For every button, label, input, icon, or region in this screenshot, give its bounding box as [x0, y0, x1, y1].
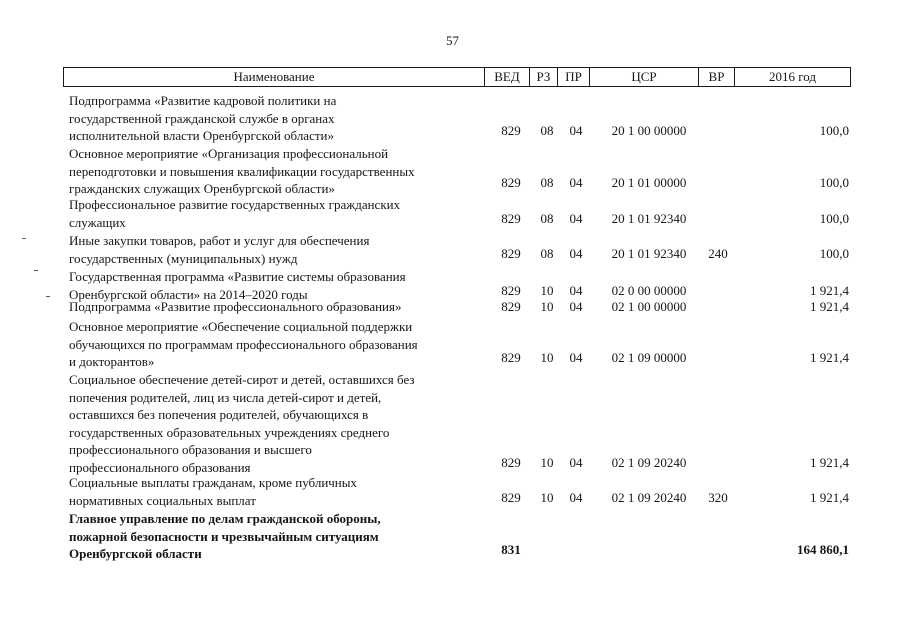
cell-rz: 10	[540, 490, 554, 505]
row-name-line: Подпрограмма «Развитие профессионального образования»	[69, 299, 402, 314]
cell-amount: 1 921,4	[810, 299, 849, 314]
cell-csr: 02 1 09 00000	[611, 350, 687, 365]
row-name-line: гражданских служащих Оренбургской области»	[69, 181, 335, 196]
cell-amount: 1 921,4	[810, 490, 849, 505]
row-name-line: переподготовки и повышения квалификации государственных	[69, 163, 415, 179]
cell-pr: 04	[569, 211, 583, 226]
cell-ved: 829	[501, 350, 521, 365]
row-name-line: Основное мероприятие «Обеспечение социальной поддержки	[69, 319, 413, 334]
cell-pr: 04	[569, 350, 583, 365]
header-rz: РЗ	[529, 68, 557, 86]
row-name-line: попечения родителей, лиц из числа детей-сирот и детей,	[69, 389, 382, 405]
table-header	[63, 67, 851, 87]
row-name-line: Основное мероприятие «Организация профессиональной	[69, 146, 389, 161]
header-csr: ЦСР	[589, 68, 698, 86]
cell-rz: 08	[540, 211, 554, 226]
row-name	[69, 474, 481, 509]
cell-pr: 04	[569, 490, 583, 505]
cell-rz: 08	[540, 175, 554, 190]
row-name-line: Социальные выплаты гражданам, кроме публичных	[69, 475, 357, 490]
row-name	[69, 298, 481, 316]
cell-ved: 829	[501, 299, 521, 314]
cell-csr: 20 1 01 00000	[611, 175, 687, 190]
cell-ved: 829	[501, 175, 521, 190]
cell-pr: 04	[569, 123, 583, 138]
row-name-line: Главное управление по делам гражданской обороны,	[69, 511, 381, 526]
cell-vr: 240	[708, 246, 728, 261]
row-name	[69, 510, 481, 563]
cell-ved: 829	[501, 211, 521, 226]
header-name: Наименование	[233, 69, 315, 84]
cell-rz: 08	[540, 246, 554, 261]
cell-vr: 320	[708, 490, 728, 505]
row-name	[69, 145, 481, 198]
cell-rz: 10	[540, 455, 554, 470]
cell-ved: 829	[501, 455, 521, 470]
cell-rz: 10	[540, 299, 554, 314]
row-name-line: и докторантов»	[69, 354, 155, 369]
header-vr: ВР	[698, 68, 734, 86]
cell-csr: 20 1 00 00000	[611, 123, 687, 138]
cell-ved: 829	[501, 246, 521, 261]
cell-pr: 04	[569, 246, 583, 261]
cell-ved: 829	[501, 490, 521, 505]
row-name-line: Государственная программа «Развитие системы образования	[69, 269, 406, 284]
row-name-line: оставшихся без попечения родителей, обучающихся в	[69, 407, 369, 422]
header-pr: ПР	[557, 68, 589, 86]
row-name-line: Социальное обеспечение детей-сирот и детей, оставшихся без	[69, 372, 415, 387]
cell-rz: 10	[540, 350, 554, 365]
header-ved: ВЕД	[484, 68, 529, 86]
cell-amount: 1 921,4	[810, 455, 849, 470]
margin-mark	[34, 270, 38, 271]
cell-pr: 04	[569, 283, 583, 298]
row-name-line: Профессиональное развитие государственных гражданских	[69, 197, 401, 212]
margin-mark	[22, 238, 26, 239]
row-name	[69, 196, 481, 231]
row-name	[69, 318, 481, 371]
row-name-line: государственных (муниципальных) нужд	[69, 250, 298, 266]
cell-amount: 1 921,4	[810, 283, 849, 298]
cell-rz: 08	[540, 123, 554, 138]
page-number: 57	[446, 33, 459, 48]
cell-ved: 829	[501, 123, 521, 138]
cell-pr: 04	[569, 299, 583, 314]
row-name-line: профессионального образования	[69, 459, 251, 475]
cell-ved: 831	[501, 542, 521, 557]
row-name-line: обучающихся по программам профессионального образования	[69, 336, 418, 352]
header-year: 2016 год	[734, 68, 850, 86]
row-name-line: исполнительной власти Оренбургской области»	[69, 128, 334, 143]
margin-mark	[46, 296, 50, 297]
cell-amount: 164 860,1	[797, 542, 849, 557]
row-name-line: государственных образовательных учреждениях среднего	[69, 424, 390, 440]
cell-amount: 100,0	[819, 123, 849, 138]
row-name-line: пожарной безопасности и чрезвычайным ситуациям	[69, 528, 379, 544]
cell-csr: 20 1 01 92340	[611, 211, 687, 226]
row-name-line: Оренбургской области	[69, 546, 202, 561]
row-name	[69, 371, 481, 476]
row-name-line: нормативных социальных выплат	[69, 492, 256, 508]
cell-amount: 1 921,4	[810, 350, 849, 365]
cell-pr: 04	[569, 175, 583, 190]
row-name-line: профессионального образования и высшего	[69, 442, 312, 457]
cell-amount: 100,0	[819, 211, 849, 226]
cell-csr: 02 1 09 20240	[611, 490, 687, 505]
cell-ved: 829	[501, 283, 521, 298]
cell-csr: 02 1 09 20240	[611, 455, 687, 470]
row-name	[69, 92, 481, 145]
row-name-line: Подпрограмма «Развитие кадровой политики на	[69, 93, 337, 108]
row-name	[69, 232, 481, 267]
cell-amount: 100,0	[819, 175, 849, 190]
cell-csr: 20 1 01 92340	[611, 246, 687, 261]
cell-csr: 02 1 00 00000	[611, 299, 687, 314]
cell-csr: 02 0 00 00000	[611, 283, 687, 298]
row-name-line: Оренбургской области» на 2014–2020 годы	[69, 286, 308, 302]
cell-rz: 10	[540, 283, 554, 298]
row-name-line: Иные закупки товаров, работ и услуг для обеспечения	[69, 233, 370, 248]
cell-amount: 100,0	[819, 246, 849, 261]
cell-pr: 04	[569, 455, 583, 470]
row-name-line: служащих	[69, 214, 126, 230]
row-name-line: государственной гражданской службе в органах	[69, 110, 335, 126]
